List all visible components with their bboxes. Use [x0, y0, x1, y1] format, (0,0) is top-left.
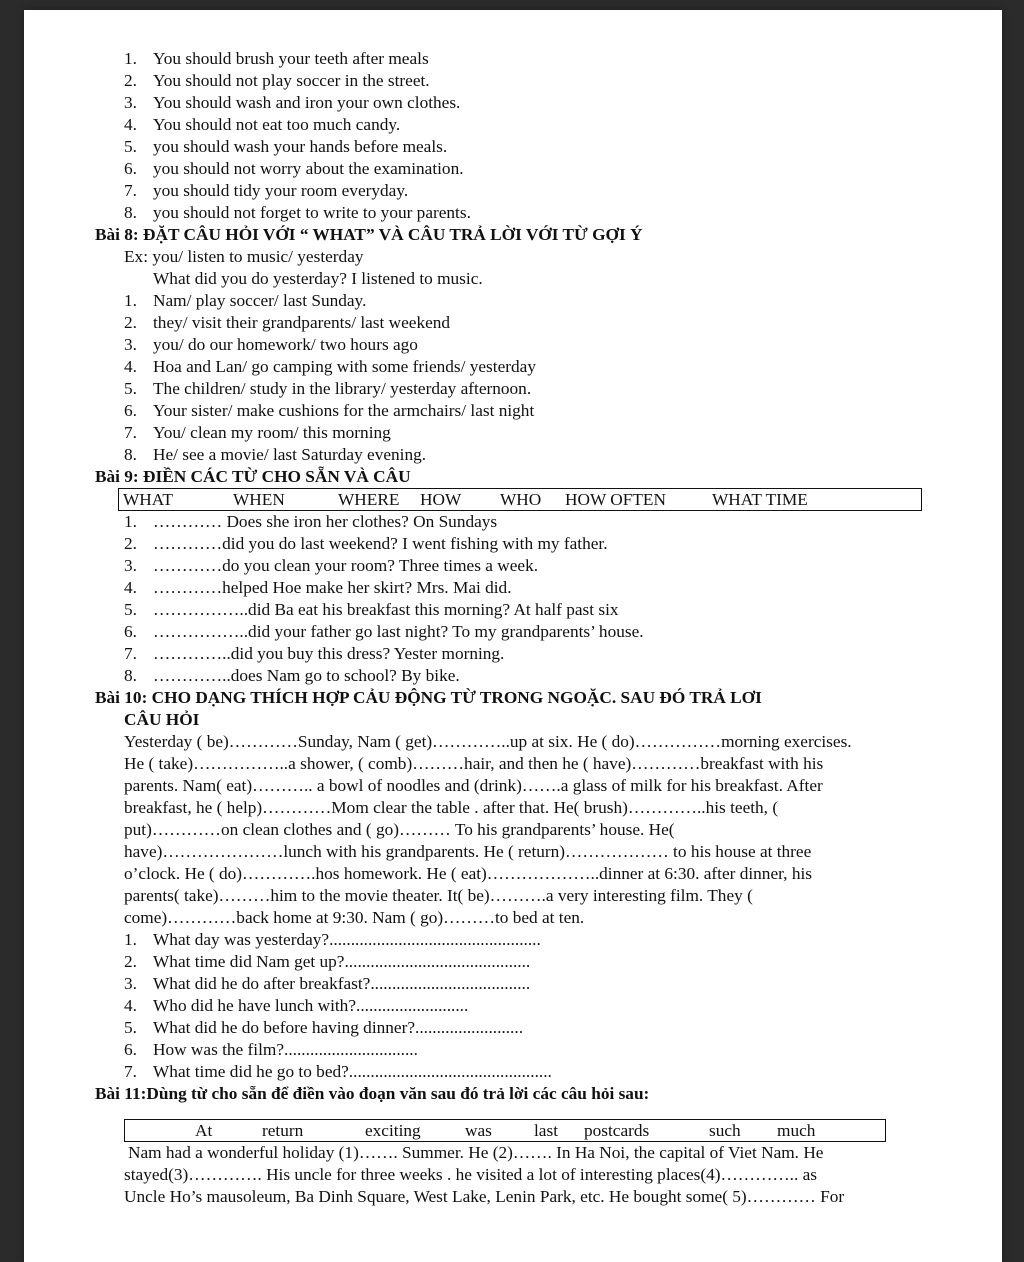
- word-bank-item: WHO: [500, 490, 542, 509]
- list-item: 2. …………did you do last weekend? I went fishing with my father.: [124, 534, 608, 553]
- list-item: 6. Your sister/ make cushions for the armchairs/ last night: [124, 401, 535, 420]
- word-bank-item: At: [195, 1121, 213, 1140]
- paragraph-line: stayed(3)…………. His uncle for three weeks . he visited a lot of interesting places(4)………….. as: [124, 1165, 817, 1184]
- bai11-word-box: [124, 1119, 886, 1142]
- list-item: 2. What time did Nam get up?...........................................: [124, 952, 531, 971]
- word-bank-item: return: [262, 1121, 304, 1140]
- bai8-heading: Bài 8: ĐẶT CÂU HỎI VỚI “ WHAT” VÀ CÂU TRẢ LỜI VỚI TỪ GỢI Ý: [95, 225, 643, 244]
- bai10-questions: [24, 929, 1002, 1083]
- worksheet-page: [24, 10, 1002, 1262]
- paragraph-line: Nam had a wonderful holiday (1)……. Summer. He (2)……. In Ha Noi, the capital of Viet Nam. He: [128, 1143, 824, 1162]
- list-item: 5. The children/ study in the library/ yesterday afternoon.: [124, 379, 532, 398]
- paragraph-line: have)…………………lunch with his grandparents. He ( return)……………… to his house at three: [124, 842, 812, 861]
- list-item: 1. ………… Does she iron her clothes? On Sundays: [124, 512, 498, 531]
- list-item: 4. …………helped Hoe make her skirt? Mrs. Mai did.: [124, 578, 512, 597]
- list-item: 7. What time did he go to bed?...............................................: [124, 1062, 552, 1081]
- paragraph-line: breakfast, he ( help)…………Mom clear the table . after that. He( brush)…………..his teeth, (: [124, 798, 779, 817]
- bai9-list: [24, 511, 1002, 687]
- word-bank-item: WHERE: [338, 490, 400, 509]
- paragraph-line: o’clock. He ( do)………….hos homework. He ( eat)………………..dinner at 6:30. after dinner, his: [124, 864, 812, 883]
- word-bank-item: WHAT TIME: [712, 490, 808, 509]
- list-item: 8. He/ see a movie/ last Saturday evening.: [124, 445, 427, 464]
- worksheet-content: [24, 48, 1002, 1208]
- list-item: 3. …………do you clean your room? Three times a week.: [124, 556, 539, 575]
- word-bank-item: WHEN: [233, 490, 285, 509]
- list-item: 3. You should wash and iron your own clothes.: [124, 93, 461, 112]
- word-bank-item: postcards: [584, 1121, 650, 1140]
- list-item: 7. you should tidy your room everyday.: [124, 181, 409, 200]
- list-item: 7. You/ clean my room/ this morning: [124, 423, 391, 442]
- bai10-paragraph: [24, 731, 944, 929]
- paragraph-line: parents. Nam( eat)……….. a bowl of noodles and (drink)…….a glass of milk for his breakfast. After: [124, 776, 823, 795]
- list-item: 4. Who did he have lunch with?..........................: [124, 996, 469, 1015]
- paragraph-line: parents( take)………him to the movie theater. It( be)……….a very interesting film. They (: [124, 886, 753, 905]
- bai10-heading-cont: CÂU HỎI: [124, 710, 200, 729]
- list-item: 2. they/ visit their grandparents/ last weekend: [124, 313, 451, 332]
- bai9-word-box: [118, 488, 922, 511]
- list-item: 1. What day was yesterday?.................................................: [124, 930, 541, 949]
- list-item: 6. How was the film?...............................: [124, 1040, 418, 1059]
- word-bank-item: WHAT: [123, 490, 173, 509]
- list-item: 6. ……………..did your father go last night? To my grandparents’ house.: [124, 622, 644, 641]
- list-item: 3. What did he do after breakfast?.....................................: [124, 974, 531, 993]
- bai11-paragraph: [24, 1142, 1002, 1208]
- word-bank-item: such: [709, 1121, 741, 1140]
- list-item: 4. Hoa and Lan/ go camping with some friends/ yesterday: [124, 357, 536, 376]
- bai9-heading: Bài 9: ĐIỀN CÁC TỪ CHO SẴN VÀ CÂU: [95, 467, 411, 486]
- word-bank-item: was: [465, 1121, 492, 1140]
- list-item: 3. you/ do our homework/ two hours ago: [124, 335, 418, 354]
- list-item: 5. What did he do before having dinner?.........................: [124, 1018, 524, 1037]
- word-bank-item: HOW: [420, 490, 462, 509]
- list-item: 1. Nam/ play soccer/ last Sunday.: [124, 291, 367, 310]
- paragraph-line: come)…………back home at 9:30. Nam ( go)………to bed at ten.: [124, 908, 585, 927]
- paragraph-line: Yesterday ( be)…………Sunday, Nam ( get)…………..up at six. He ( do)……………morning exercises.: [124, 732, 852, 751]
- list-item: 5. ……………..did Ba eat his breakfast this morning? At half past six: [124, 600, 619, 619]
- list-item: 8. …………..does Nam go to school? By bike.: [124, 666, 460, 685]
- word-bank-item: last: [534, 1121, 558, 1140]
- list-item: 6. you should not worry about the examination.: [124, 159, 464, 178]
- list-item: 4. You should not eat too much candy.: [124, 115, 401, 134]
- bai8-example-prompt: Ex: you/ listen to music/ yesterday: [124, 247, 364, 266]
- word-bank-item: HOW OFTEN: [565, 490, 666, 509]
- paragraph-line: Uncle Ho’s mausoleum, Ba Dinh Square, West Lake, Lenin Park, etc. He bought some( 5)………… For: [124, 1187, 845, 1206]
- bai8-example-answer: What did you do yesterday? I listened to music.: [153, 269, 483, 288]
- bai8-list: [24, 290, 1002, 466]
- list-item: 1. You should brush your teeth after meals: [124, 49, 429, 68]
- bai10-heading: Bài 10: CHO DẠNG THÍCH HỢP CẢU ĐỘNG TỪ TRONG NGOẶC. SAU ĐÓ TRẢ LƠI: [95, 688, 762, 707]
- bai7-list: [24, 48, 1002, 224]
- list-item: 2. You should not play soccer in the street.: [124, 71, 430, 90]
- list-item: 7. …………..did you buy this dress? Yester morning.: [124, 644, 505, 663]
- bai11-heading: Bài 11:Dùng từ cho sẵn để điền vào đoạn văn sau đó trả lời các câu hỏi sau:: [95, 1084, 650, 1103]
- paragraph-line: He ( take)……………..a shower, ( comb)………hair, and then he ( have)…………breakfast with his: [124, 754, 824, 773]
- word-bank-item: much: [777, 1121, 816, 1140]
- word-bank-item: exciting: [365, 1121, 421, 1140]
- list-item: 8. you should not forget to write to your parents.: [124, 203, 471, 222]
- list-item: 5. you should wash your hands before meals.: [124, 137, 448, 156]
- paragraph-line: put)…………on clean clothes and ( go)……… To his grandparents’ house. He(: [124, 820, 675, 839]
